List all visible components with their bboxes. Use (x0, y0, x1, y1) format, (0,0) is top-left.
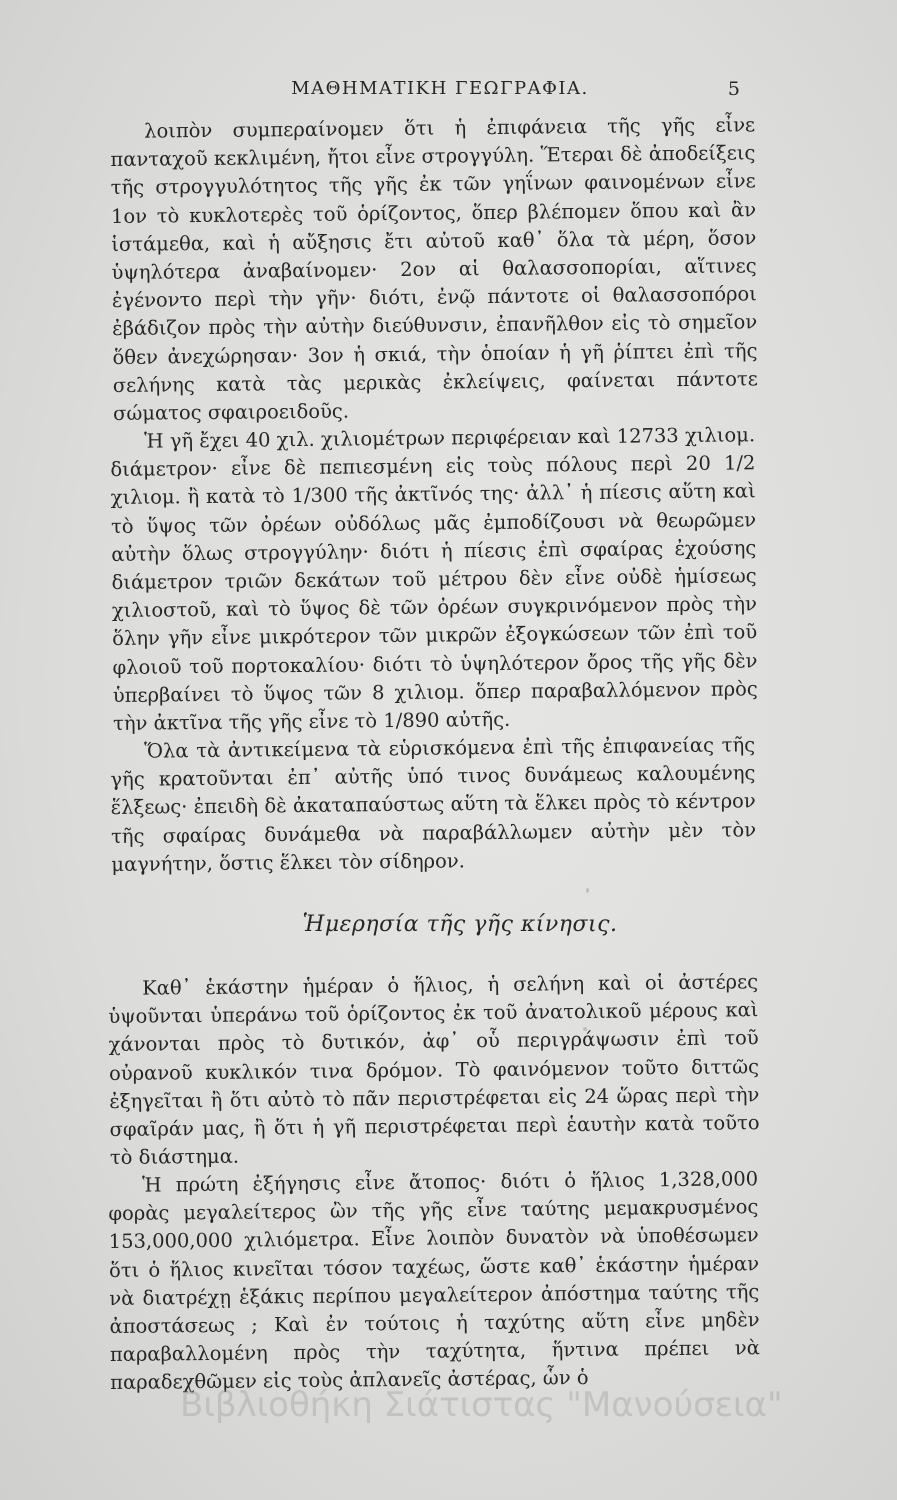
paragraph-daily-motion: Καθ᾽ ἑκάστην ἡμέραν ὁ ἥλιος, ἡ σελήνη καὶ οἱ ἀστέρες ὑψοῦνται ὑπεράνω τοῦ ὁρίζοντος ἐκ τοῦ ἀνατολικοῦ μέρους καὶ χάνονται πρὸς τὸ δυτικόν, ἀφ᾽ οὗ περιγράψωσιν ἐπὶ τοῦ οὐρανοῦ κυκλικόν τινα δρόμον. Τὸ φαινόμενον τοῦτο διττῶς ἐξηγεῖται ἢ ὅτι αὐτὸ τὸ πᾶν περιστρέφεται εἰς 24 ὥρας περὶ τὴν σφαῖράν μας, ἢ ὅτι ἡ γῆ περιστρέφεται περὶ ἑαυτὴν κατὰ τοῦτο τὸ διάστημα. (108, 970, 760, 1170)
body-text-lower (108, 970, 760, 1398)
paragraph-earth-dimensions: Ἡ γῆ ἔχει 40 χιλ. χιλιομέτρων περιφέρειαν καὶ 12733 χιλιομ. διάμετρον· εἶνε δὲ πεπιεσμένη εἰς τοὺς πόλους περὶ 20 1/2 χιλιομ. ἢ κατὰ τὸ 1/300 τῆς ἀκτῖνός της· ἀλλ᾽ ἡ πίεσις αὕτη καὶ τὸ ὕψος τῶν ὀρέων οὐδόλως μᾶς ἐμποδίζουσι νὰ θεωρῶμεν αὐτὴν ὅλως στρογγύλην· διότι ἡ πίεσις ἐπὶ σφαίρας ἐχούσης διάμετρον τριῶν δεκάτων τοῦ μέτρου δὲν εἶνε οὐδὲ ἡμίσεως χιλιοστοῦ, καὶ τὸ ὕψος δὲ τῶν ὀρέων συγκρινόμενον πρὸς τὴν ὅλην γῆν εἶνε μικρότερον τῶν μικρῶν ἐξογκώσεων τῶν ἐπὶ τοῦ φλοιοῦ τοῦ πορτοκαλίου· διότι τὸ ὑψηλότερον ὄρος τῆς γῆς δὲν ὑπερβαίνει τὸ ὕψος τῶν 8 χιλιομ. ὅπερ παραβαλλόμενον πρὸς τὴν ἀκτῖνα τῆς γῆς εἶνε τὸ 1/890 αὐτῆς. (110, 423, 758, 736)
section-heading: Ἡμερησία τῆς γῆς κίνησις. (302, 912, 618, 937)
running-head: ΜΑΘΗΜΑΤΙΚΗ ΓΕΩΓΡΑΦΙΑ. (291, 78, 589, 99)
library-watermark: Βιβλιοθήκη Σιάτιστας "Μανούσεια" (180, 1385, 783, 1425)
page-header (180, 78, 740, 112)
page-number: 5 (727, 78, 740, 100)
paragraph-gravity: Ὅλα τὰ ἀντικείμενα τὰ εὑρισκόμενα ἐπὶ τῆς ἐπιφανείας τῆς γῆς κρατοῦνται ἐπ᾽ αὐτῆς ὑπό τινος δυνάμεως καλουμένης ἕλξεως· ἐπειδὴ δὲ ἀκαταπαύστως αὕτη τὰ ἕλκει πρὸς τὸ κέντρον τῆς σφαίρας δυνάμεθα νὰ παραβάλλωμεν αὐτὴν μὲν τὸν μαγνήτην, ὅστις ἕλκει τὸν σίδηρον. (110, 733, 757, 877)
paragraph-roundness-proofs: λοιπὸν συμπεραίνομεν ὅτι ἡ ἐπιφάνεια τῆς γῆς εἶνε πανταχοῦ κεκλιμένη, ἤτοι εἶνε στρογγύλη. Ἕτεραι δὲ ἀποδείξεις τῆς στρογγυλότητος τῆς γῆς ἐκ τῶν γηΐνων φαινομένων εἶνε 1ον τὸ κυκλοτερὲς τοῦ ὁρίζοντος, ὅπερ βλέπομεν ὅπου καὶ ἂν ἱστάμεθα, καὶ ἡ αὔξησις ἔτι αὐτοῦ καθ᾽ ὅλα τὰ μέρη, ὅσον ὑψηλότερα ἀναβαίνομεν· 2ον αἱ θαλασσοπορίαι, αἵτινες ἐγένοντο περὶ τὴν γῆν· διότι, ἐνῷ πάντοτε οἱ θαλασσοπόροι ἐβάδιζον πρὸς τὴν αὐτὴν διεύθυνσιν, ἐπανῆλθον εἰς τὸ σημεῖον ὅθεν ἀνεχώρησαν· 3ον ἡ σκιά, τὴν ὁποίαν ἡ γῆ ῥίπτει ἐπὶ τῆς σελήνης κατὰ τὰς μερικὰς ἐκλείψεις, φαίνεται πάντοτε σώματος σφαιροειδοῦς. (110, 113, 758, 426)
body-text-upper (110, 113, 758, 879)
paragraph-first-explanation: Ἡ πρώτη ἐξήγησις εἶνε ἄτοπος· διότι ὁ ἥλιος 1,328,000 φορὰς μεγαλείτερος ὢν τῆς γῆς εἶνε ταύτης μεμακρυσμένος 153,000,000 χιλιόμετρα. Εἶνε λοιπὸν δυνατὸν νὰ ὑποθέσωμεν ὅτι ὁ ἥλιος κινεῖται τόσον ταχέως, ὥστε καθ᾽ ἑκάστην ἡμέραν νὰ διατρέχῃ ἑξάκις περίπου μεγαλείτερον ἀπόστημα ταύτης τῆς ἀποστάσεως ; Καὶ ἐν τούτοις ἡ ταχύτης αὕτη εἶνε μηδὲν παραβαλλομένη πρὸς τὴν ταχύτητα, ἥντινα πρέπει νὰ παραδεχθῶμεν εἰς τοὺς ἀπλανεῖς ἀστέρας, ὧν ὁ (108, 1167, 760, 1395)
ink-spot (586, 888, 589, 893)
ink-spot (583, 1027, 587, 1031)
